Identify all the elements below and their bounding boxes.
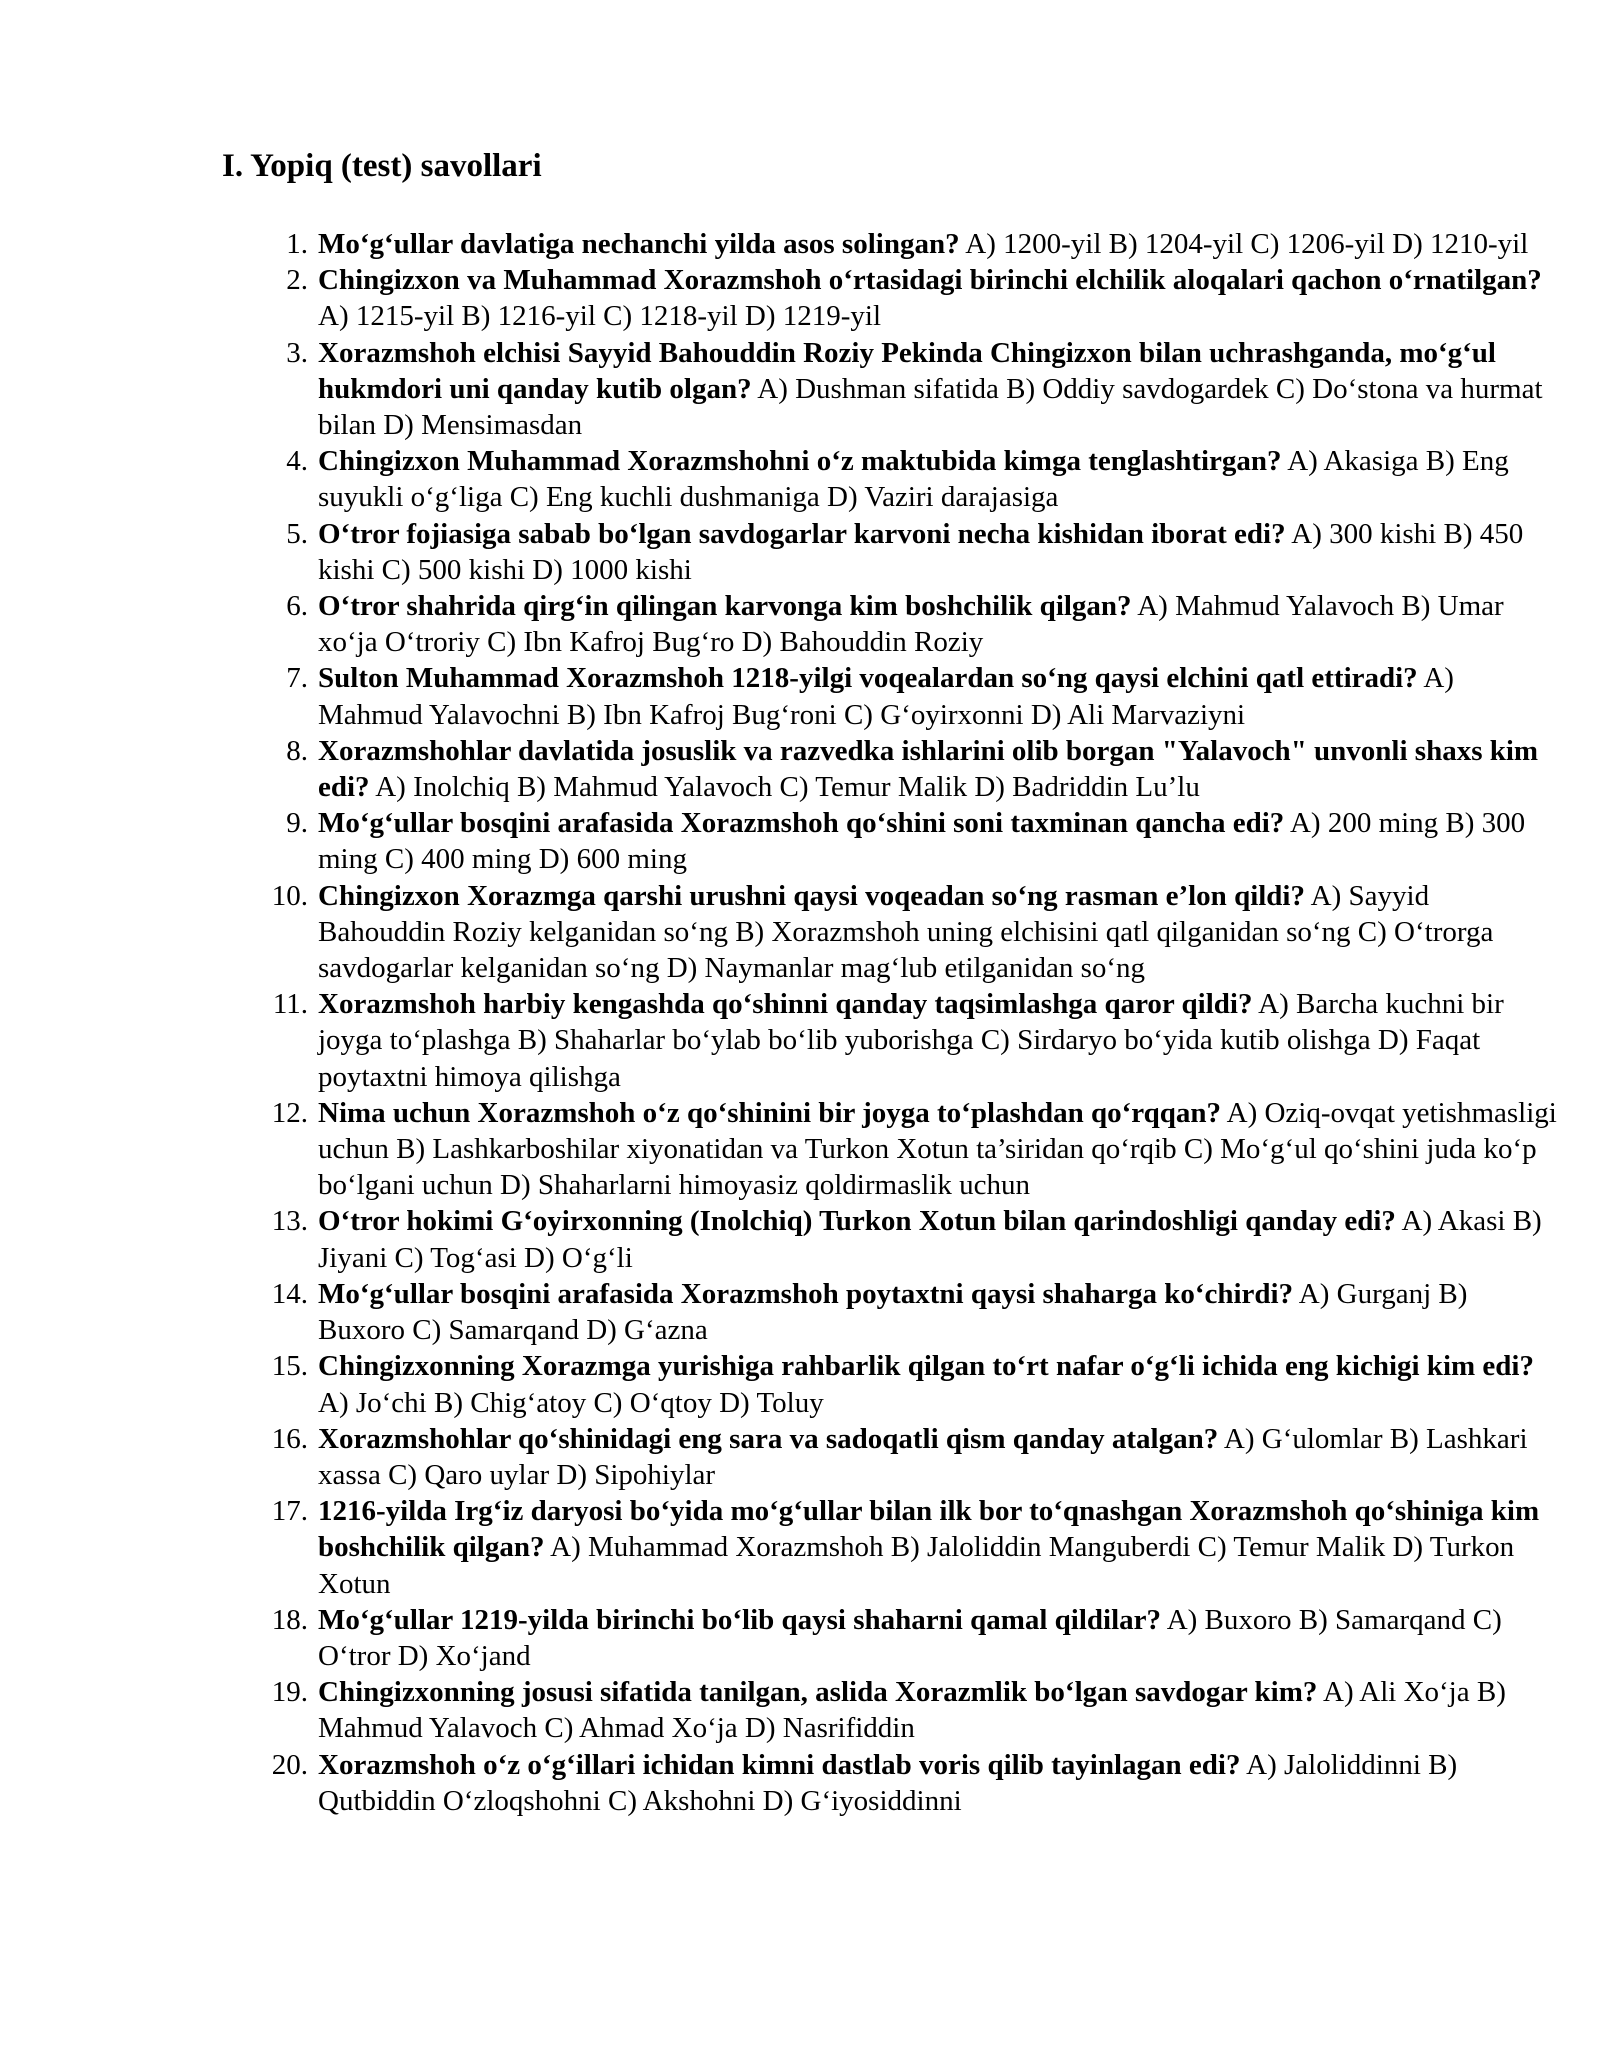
answer-options: A) Akasiga B) Eng suyukli o‘g‘liga C) Eng kuchli dushmaniga D) Vaziri darajasiga	[318, 445, 1509, 514]
question-item	[286, 443, 1558, 515]
section-heading: I. Yopiq (test) savollari	[222, 148, 542, 184]
question-number: 5.	[286, 517, 308, 550]
question-text: O‘tror fojiasiga sabab bo‘lgan savdogarlar karvoni necha kishidan iborat edi?	[318, 517, 1286, 550]
question-item	[271, 1348, 1558, 1420]
question-text: Sulton Muhammad Xorazmshoh 1218-yilgi voqealardan so‘ng qaysi elchini qatl ettiradi?	[318, 662, 1418, 695]
question-text: Nima uchun Xorazmshoh o‘z qo‘shinini bir joyga to‘plashdan qo‘rqqan?	[318, 1096, 1221, 1129]
question-text: Xorazmshohlar davlatida josuslik va razvedka ishlarini olib borgan "Yalavoch" unvonli shaxs kim edi?	[318, 734, 1539, 804]
question-item	[286, 516, 1558, 588]
question-item	[271, 1747, 1558, 1819]
question-item	[286, 660, 1558, 732]
question-number: 12.	[271, 1096, 308, 1129]
answer-options: A) 200 ming B) 300 ming C) 400 ming D) 600 ming	[318, 807, 1526, 876]
question-item	[272, 986, 1558, 1095]
question-number: 9.	[286, 807, 308, 840]
answer-options: A) Gurganj B) Buxoro C) Samarqand D) G‘azna	[318, 1277, 1468, 1347]
question-item	[271, 1203, 1558, 1275]
question-text: Xorazmshoh harbiy kengashda qo‘shinni qanday taqsimlashga qaror qildi?	[318, 988, 1253, 1021]
question-text: Xorazmshoh elchisi Sayyid Bahouddin Roziy Pekinda Chingizxon bilan uchrashganda, mo‘g‘ul hukmdori uni qanday kutib olgan?	[318, 336, 1496, 405]
question-number: 15.	[271, 1350, 308, 1383]
question-number: 7.	[286, 662, 308, 695]
question-item	[286, 335, 1558, 444]
question-item	[271, 1095, 1558, 1204]
question-number: 20.	[271, 1748, 308, 1781]
question-number: 13.	[271, 1205, 308, 1238]
question-text: Chingizxon Xorazmga qarshi urushni qaysi voqeadan so‘ng rasman e’lon qildi?	[318, 879, 1305, 912]
answer-options: A) Mahmud Yalavochni B) Ibn Kafroj Bug‘roni C) G‘oyirxonni D) Ali Marvaziyni	[318, 662, 1454, 731]
question-number: 6.	[286, 590, 308, 623]
question-item	[286, 733, 1558, 805]
question-number: 17.	[271, 1495, 308, 1528]
question-text: Xorazmshoh o‘z o‘g‘illari ichidan kimni dastlab voris qilib tayinlagan edi?	[318, 1748, 1241, 1781]
question-number: 19.	[271, 1676, 308, 1709]
question-text: Chingizxon va Muhammad Xorazmshoh o‘rtasidagi birinchi elchilik aloqalari qachon o‘rnatilgan?	[318, 264, 1542, 297]
answer-options: A) 300 kishi B) 450 kishi C) 500 kishi D) 1000 kishi	[318, 517, 1524, 586]
question-text: Mo‘g‘ullar davlatiga nechanchi yilda asos solingan?	[318, 228, 960, 260]
question-number: 1.	[286, 228, 308, 260]
question-text: Chingizxonning josusi sifatida tanilgan, aslida Xorazmlik bo‘lgan savdogar kim?	[318, 1676, 1318, 1709]
question-item	[271, 1276, 1558, 1348]
question-item	[271, 878, 1558, 987]
question-text: Mo‘g‘ullar 1219-yilda birinchi bo‘lib qaysi shaharni qamal qildilar?	[318, 1603, 1162, 1636]
answer-options: A) Mahmud Yalavoch B) Umar xo‘ja O‘troriy C) Ibn Kafroj Bug‘ro D) Bahouddin Roziy	[318, 590, 1504, 659]
question-text: Mo‘g‘ullar bosqini arafasida Xorazmshoh poytaxtni qaysi shaharga ko‘chirdi?	[318, 1277, 1294, 1310]
question-item	[271, 1493, 1558, 1602]
question-item	[271, 1674, 1558, 1746]
question-item	[271, 1602, 1558, 1674]
answer-options: A) Jaloliddinni B) Qutbiddin O‘zloqshohni C) Akshohni D) G‘iyosiddinni	[318, 1748, 1458, 1817]
question-item	[286, 805, 1558, 877]
question-text: O‘tror shahrida qirg‘in qilingan karvonga kim boshchilik qilgan?	[318, 590, 1132, 623]
answer-options: A) Akasi B) Jiyani C) Tog‘asi D) O‘g‘li	[318, 1205, 1542, 1274]
answer-options: A) Barcha kuchni bir joyga to‘plashga B) Shaharlar bo‘ylab bo‘lib yuborishga C) Sirdaryo bo‘yida kutib olishga D) Faqat poytaxtni himoya qilishga	[318, 988, 1504, 1093]
answer-options: A) 1200-yil B) 1204-yil C) 1206-yil D) 1210-yil	[965, 228, 1529, 260]
answer-options: A) Jo‘chi B) Chig‘atoy C) O‘qtoy D) Toluy	[318, 1386, 824, 1419]
question-item	[286, 226, 1558, 262]
question-number: 3.	[286, 336, 308, 369]
answer-options: A) Ali Xo‘ja B) Mahmud Yalavoch C) Ahmad Xo‘ja D) Nasrifiddin	[318, 1676, 1506, 1745]
question-text: Mo‘g‘ullar bosqini arafasida Xorazmshoh qo‘shini soni taxminan qancha edi?	[318, 807, 1285, 840]
question-number: 16.	[271, 1422, 308, 1455]
question-text: 1216-yilda Irg‘iz daryosi bo‘yida mo‘g‘ullar bilan ilk bor to‘qnashgan Xorazmshoh qo‘shiniga kim boshchilik qilgan?	[318, 1495, 1540, 1564]
answer-options: A) Dushman sifatida B) Oddiy savdogardek C) Do‘stona va hurmat bilan D) Mensimasdan	[318, 372, 1543, 442]
question-number: 8.	[286, 734, 308, 767]
question-item	[286, 262, 1558, 334]
answer-options: A) Muhammad Xorazmshoh B) Jaloliddin Manguberdi C) Temur Malik D) Turkon Xotun	[318, 1531, 1515, 1600]
question-number: 14.	[271, 1277, 308, 1310]
question-number: 4.	[286, 445, 308, 478]
question-list	[262, 226, 1558, 1819]
question-number: 18.	[271, 1603, 308, 1636]
answer-options: A) Oziq-ovqat yetishmasligi uchun B) Lashkarboshilar xiyonatidan va Turkon Xotun ta’siridan qo‘rqib C) Mo‘g‘ul qo‘shini juda ko‘p bo‘lgani uchun D) Shaharlarni himoyasiz qoldirmaslik uchun	[318, 1096, 1557, 1202]
answer-options: A) G‘ulomlar B) Lashkari xassa C) Qaro uylar D) Sipohiylar	[318, 1422, 1528, 1491]
question-number: 2.	[286, 264, 308, 297]
question-text: Chingizxonning Xorazmga yurishiga rahbarlik qilgan to‘rt nafar o‘g‘li ichida eng kichigi kim edi?	[318, 1350, 1534, 1383]
question-text: Xorazmshohlar qo‘shinidagi eng sara va sadoqatli qism qanday atalgan?	[318, 1422, 1219, 1455]
question-text: Chingizxon Muhammad Xorazmshohni o‘z maktubida kimga tenglashtirgan?	[318, 445, 1282, 478]
question-text: O‘tror hokimi G‘oyirxonning (Inolchiq) Turkon Xotun bilan qarindoshligi qanday edi?	[318, 1205, 1396, 1238]
answer-options: A) Sayyid Bahouddin Roziy kelganidan so‘ng B) Xorazmshoh uning elchisini qatl qilganidan so‘ng C) O‘trorga savdogarlar kelganidan so‘ng D) Naymanlar mag‘lub etilganidan so‘ng	[318, 879, 1494, 985]
question-number: 10.	[271, 879, 308, 912]
answer-options: A) 1215-yil B) 1216-yil C) 1218-yil D) 1219-yil	[318, 300, 882, 333]
answer-options: A) Inolchiq B) Mahmud Yalavoch C) Temur Malik D) Badriddin Lu’lu	[375, 771, 1200, 804]
answer-options: A) Buxoro B) Samarqand C) O‘tror D) Xo‘jand	[318, 1603, 1502, 1672]
question-item	[271, 1421, 1558, 1493]
question-item	[286, 588, 1558, 660]
question-number: 11.	[272, 988, 308, 1021]
